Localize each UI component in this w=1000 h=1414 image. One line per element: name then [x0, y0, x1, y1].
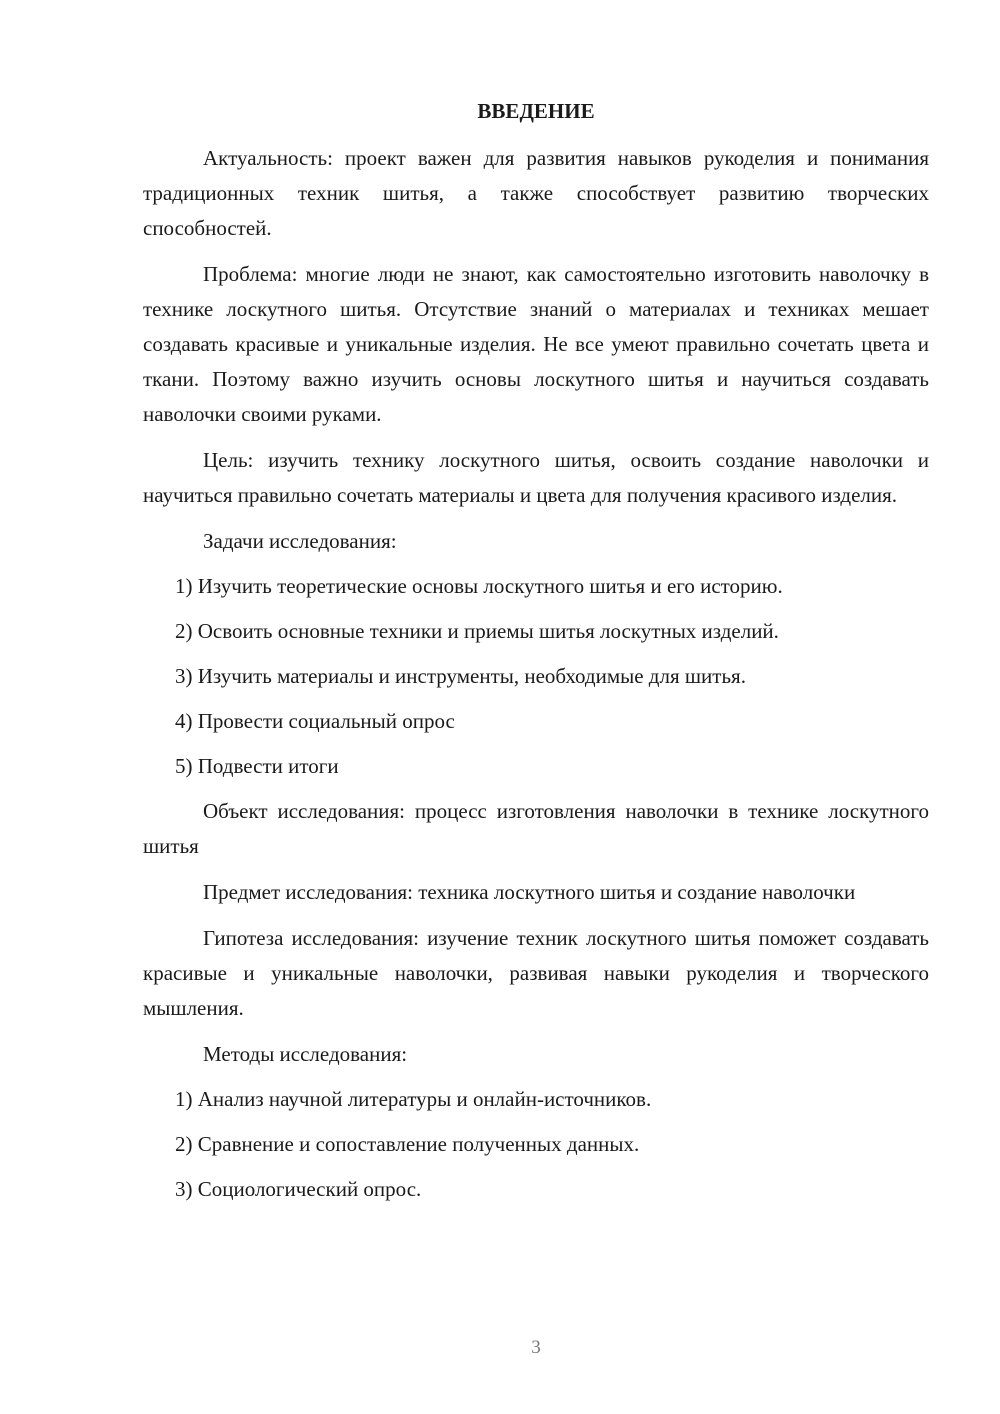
method-item: 2) Сравнение и сопоставление полученных данных.	[175, 1132, 640, 1156]
tasks-heading: Задачи исследования:	[203, 529, 397, 553]
task-item: 2) Освоить основные техники и приемы шитья лоскутных изделий.	[175, 619, 779, 643]
problem-paragraph: Проблема: многие люди не знают, как самостоятельно изготовить наволочку в технике лоскутного шитья. Отсутствие знаний о материалах и техниках мешает создавать красивые и уникальные изделия. Не все умеют правильно сочетать цвета и ткани. Поэтому важно изучить основы лоскутного шитья и научиться создавать наволочки своими руками.	[143, 262, 929, 426]
method-item: 1) Анализ научной литературы и онлайн-источников.	[175, 1087, 652, 1111]
object-paragraph: Объект исследования: процесс изготовления наволочки в технике лоскутного шитья	[143, 799, 929, 858]
method-item: 3) Социологический опрос.	[175, 1177, 422, 1201]
goal-paragraph: Цель: изучить технику лоскутного шитья, освоить создание наволочки и научиться правильно сочетать материалы и цвета для получения красивого изделия.	[143, 448, 929, 507]
page-number: 3	[531, 1337, 541, 1358]
methods-heading: Методы исследования:	[203, 1042, 408, 1066]
page-title: ВВЕДЕНИЕ	[477, 99, 595, 123]
document-page	[143, 0, 929, 1414]
relevance-paragraph: Актуальность: проект важен для развития навыков рукоделия и понимания традиционных техник шитья, а также способствует развитию творческих способностей.	[143, 146, 929, 240]
task-item: 4) Провести социальный опрос	[175, 709, 455, 733]
task-item: 1) Изучить теоретические основы лоскутного шитья и его историю.	[175, 574, 783, 598]
task-item: 3) Изучить материалы и инструменты, необходимые для шитья.	[175, 664, 746, 688]
hypothesis-paragraph: Гипотеза исследования: изучение техник лоскутного шитья поможет создавать красивые и уникальные наволочки, развивая навыки рукоделия и творческого мышления.	[143, 926, 929, 1020]
subject-paragraph: Предмет исследования: техника лоскутного шитья и создание наволочки	[203, 880, 856, 904]
task-item: 5) Подвести итоги	[175, 754, 339, 778]
page-content	[143, 141, 929, 1217]
